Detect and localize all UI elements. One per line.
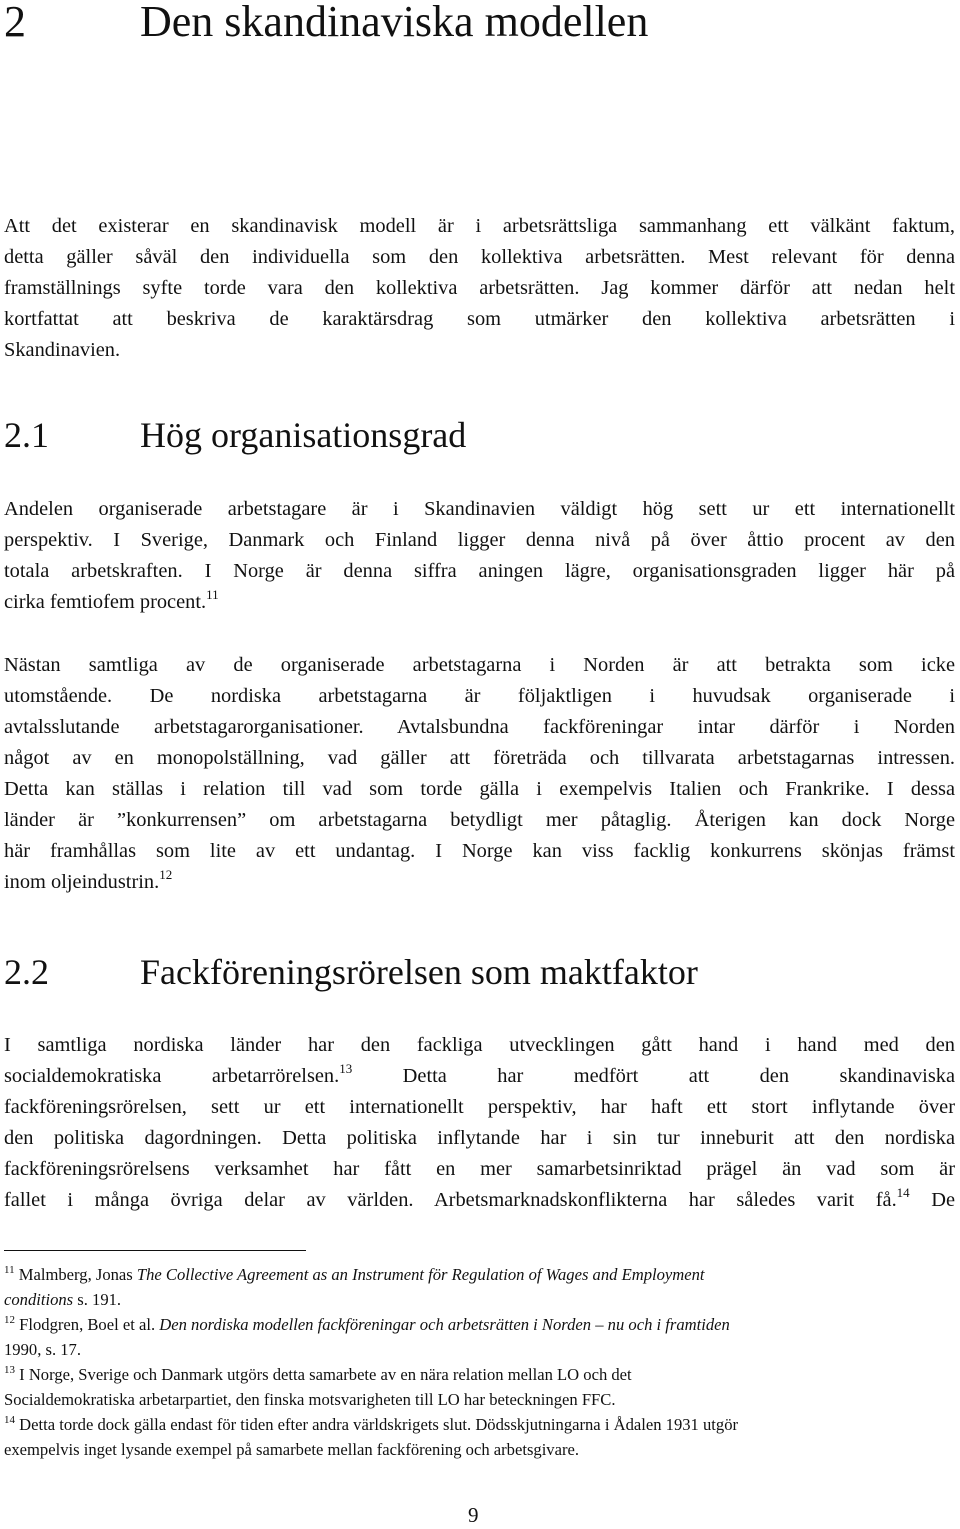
paragraph-line: fackföreningsrörelsens verksamhet har fått en mer samarbetsinriktad prägel än vad som är	[4, 1158, 955, 1180]
intro-line: detta gäller såväl den individuella som den kollektiva arbetsrätten. Mest relevant för denna	[4, 246, 955, 268]
paragraph-line	[4, 587, 955, 618]
footnote-number: 14	[4, 1414, 15, 1426]
footnote-text: s. 191.	[73, 1290, 122, 1309]
section-title-text: Fackföreningsrörelsen som maktfaktor	[140, 952, 698, 992]
footnote-ref-12[interactable]: 12	[159, 867, 173, 882]
paragraph-line	[4, 1061, 955, 1092]
footnote-text: Detta torde dock gälla endast för tiden efter andra världskrigets slut. Dödsskjutningarna i Ådalen 1931 utgör	[15, 1415, 739, 1434]
footnote-12	[4, 1312, 955, 1362]
intro-line: kortfattat att beskriva de karaktärsdrag som utmärker den kollektiva arbetsrätten i	[4, 308, 955, 330]
paragraph-line: Andelen organiserade arbetstagare är i Skandinavien väldigt hög sett ur ett internationellt	[4, 498, 955, 520]
paragraph-line: den politiska dagordningen. Detta politiska inflytande har i sin tur inneburit att den nordiska	[4, 1127, 955, 1149]
section-2-2-paragraph-1	[4, 1030, 955, 1216]
paragraph-line: här framhållas som lite av ett undantag. I Norge kan viss facklig konkurrens skönjas främst	[4, 840, 955, 862]
footnote-ref-14[interactable]: 14	[896, 1185, 910, 1200]
footnote-14	[4, 1412, 955, 1462]
footnote-line	[4, 1337, 955, 1362]
footnote-ref-11[interactable]: 11	[206, 587, 219, 602]
footnote-line	[4, 1387, 955, 1412]
footnote-text: 1990, s. 17.	[4, 1340, 81, 1359]
footnote-title: The Collective Agreement as an Instrument för Regulation of Wages and Employment	[136, 1265, 705, 1284]
footnote-title: conditions	[4, 1290, 74, 1309]
footnotes	[4, 1262, 955, 1462]
page-number: 9	[468, 1503, 479, 1527]
line-text: fallet i många övriga delar av världen. Arbetsmarknadskonflikterna har således varit få.	[4, 1189, 897, 1211]
paragraph-line: perspektiv. I Sverige, Danmark och Finland ligger denna nivå på över åttio procent av den	[4, 529, 955, 551]
paragraph-line: utomstående. De nordiska arbetstagarna är följaktligen i huvudsak organiserade i	[4, 685, 955, 707]
footnote-line	[4, 1362, 955, 1387]
footnote-number: 13	[4, 1364, 15, 1376]
footnote-text: I Norge, Sverige och Danmark utgörs detta samarbete av en nära relation mellan LO och det	[15, 1365, 632, 1384]
footnote-text: Socialdemokratiska arbetarpartiet, den finska motsvarigheten till LO har beteckningen FFC.	[4, 1390, 616, 1409]
chapter-title-text: Den skandinaviska modellen	[140, 0, 649, 46]
paragraph-line: I samtliga nordiska länder har den fackliga utvecklingen gått hand i hand med den	[4, 1034, 955, 1056]
chapter-title	[4, 0, 648, 48]
footnote-ref-13[interactable]: 13	[339, 1061, 353, 1076]
footnote-text: Flodgren, Boel et al.	[15, 1315, 160, 1334]
line-text: cirka femtiofem procent.	[4, 591, 207, 613]
intro-line: Att det existerar en skandinavisk modell är i arbetsrättsliga sammanhang ett välkänt faktum,	[4, 215, 955, 237]
line-text: De	[909, 1189, 955, 1211]
paragraph-line: Nästan samtliga av de organiserade arbetstagarna i Norden är att betrakta som icke	[4, 654, 955, 676]
paragraph-line: avtalsslutande arbetstagarorganisationer. Avtalsbundna fackföreningar intar därför i Norden	[4, 716, 955, 738]
footnote-title: Den nordiska modellen fackföreningar och arbetsrätten i Norden – nu och i framtiden	[159, 1315, 730, 1334]
intro-line: Skandinavien.	[4, 339, 121, 361]
footnote-text: exempelvis inget lysande exempel på samarbete mellan fackförening och arbetsgivare.	[4, 1440, 580, 1459]
footnote-line	[4, 1287, 955, 1312]
paragraph-line	[4, 1185, 955, 1216]
line-text: socialdemokratiska arbetarrörelsen.	[4, 1065, 340, 1087]
footnote-text: Malmberg, Jonas	[14, 1265, 137, 1284]
footnote-number: 12	[4, 1314, 15, 1326]
footnote-number: 11	[4, 1264, 15, 1276]
section-2-1-paragraph-2	[4, 650, 955, 898]
paragraph-line: fackföreningsrörelsen, sett ur ett internationellt perspektiv, har haft ett stort inflytande över	[4, 1096, 955, 1118]
footnote-11	[4, 1262, 955, 1312]
line-text: Detta har medfört att den skandinaviska	[352, 1065, 956, 1087]
footnote-separator	[4, 1250, 306, 1251]
footnote-13	[4, 1362, 955, 1412]
footnote-line	[4, 1262, 955, 1287]
footnote-line	[4, 1312, 955, 1337]
section-number: 2.1	[4, 415, 49, 455]
section-2-1-heading	[4, 413, 466, 457]
section-2-1-paragraph-1	[4, 494, 955, 618]
paragraph-line: totala arbetskraften. I Norge är denna siffra aningen lägre, organisationsgraden ligger här på	[4, 560, 955, 582]
paragraph-line: länder är ”konkurrensen” om arbetstagarna betydligt mer påtaglig. Återigen kan dock Norge	[4, 809, 955, 831]
paragraph-line: något av en monopolställning, vad gäller att företräda och tillvarata arbetstagarnas intressen.	[4, 747, 955, 769]
section-number: 2.2	[4, 952, 49, 992]
paragraph-line: Detta kan ställas i relation till vad som torde gälla i exempelvis Italien och Frankrike. I dessa	[4, 778, 955, 800]
section-2-2-heading	[4, 950, 698, 994]
chapter-number: 2	[4, 0, 26, 46]
paragraph-line	[4, 867, 955, 898]
footnote-line	[4, 1437, 955, 1462]
footnote-line	[4, 1412, 955, 1437]
line-text: inom oljeindustrin.	[4, 871, 160, 893]
intro-line: framställnings syfte torde vara den kollektiva arbetsrätten. Jag kommer därför att nedan helt	[4, 277, 955, 299]
section-title-text: Hög organisationsgrad	[140, 415, 467, 455]
intro-paragraph	[4, 211, 955, 366]
